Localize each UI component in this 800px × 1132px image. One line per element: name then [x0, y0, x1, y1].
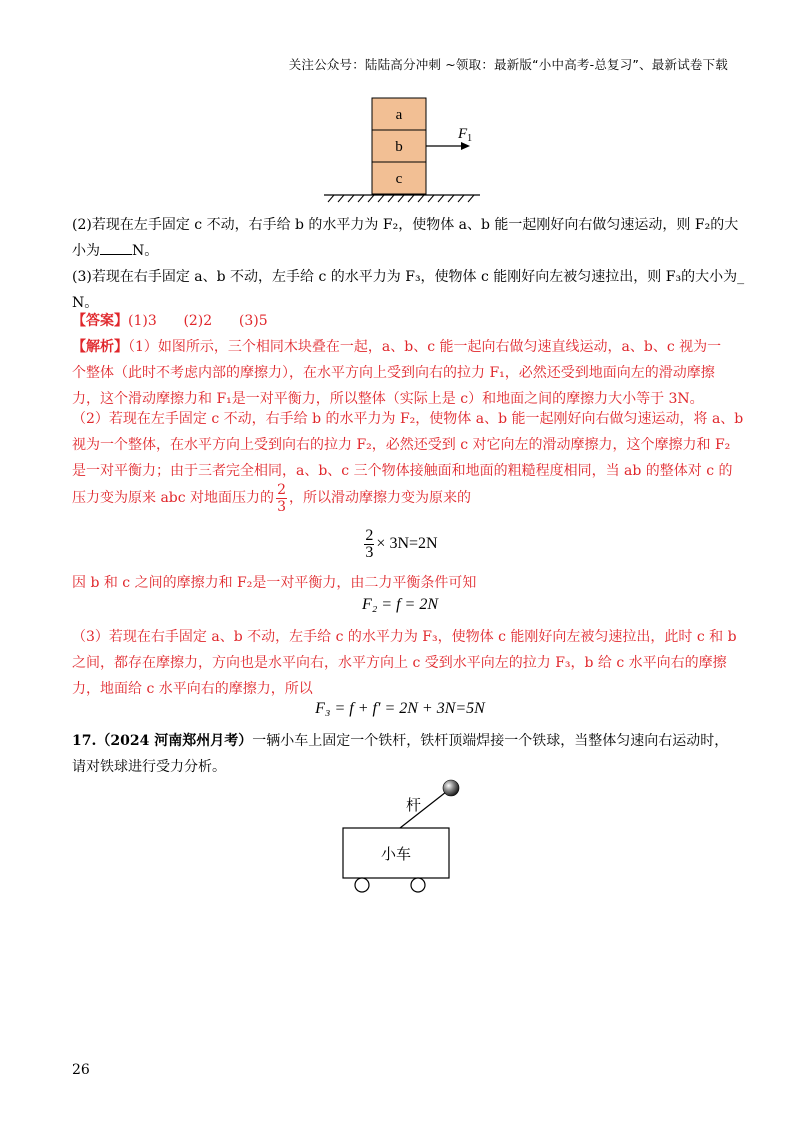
equation-1-fraction: [364, 528, 374, 561]
equation-1: [0, 528, 800, 561]
question-3-line-1: (3)若现在右手固定 a、b 不动，左手给 c 的水平力为 F₃，使物体 c 能刚好向左被匀速拉出，则 F₃的大小为_: [72, 269, 745, 285]
wheel-right: [411, 878, 425, 892]
stacked-blocks-figure: [320, 92, 520, 204]
question-2-line-2: [72, 238, 732, 264]
wheel-left: [355, 878, 369, 892]
block-b-label: b: [395, 139, 403, 155]
rod-label: 杆: [406, 798, 422, 814]
question-2-line-1: (2)若现在左手固定 c 不动，右手给 b 的水平力为 F₂，使物体 a、b 能一起刚好向右做匀速运动，则 F₂的大: [72, 217, 739, 233]
cart-label: 小车: [380, 847, 412, 863]
equation-1-rest: × 3N=2N: [376, 535, 438, 553]
page-number: 26: [72, 1062, 90, 1078]
analysis-p3-line-2: 之间，都存在摩擦力，方向也是水平向右，水平方向上 c 受到水平向左的拉力 F₃，b 给 c 水平向右的摩擦: [72, 655, 727, 671]
cart-figure: [330, 770, 470, 900]
analysis-p2-l4b: ，所以滑动摩擦力变为原来的: [288, 490, 471, 506]
analysis-p1-line-2: 个整体（此时不考虑内部的摩擦力），在水平方向上受到向右的拉力 F₁，必然还受到地面向左的滑动摩擦: [72, 365, 715, 381]
eq1-denominator: 3: [365, 544, 374, 561]
answer-label: 【答案】: [72, 313, 128, 329]
analysis-p2-line-3: 是一对平衡力；由于三者完全相同，a、b、c 三个物体接触面和地面的粗糙程度相同，当 ab 的整体对 c 的: [72, 463, 733, 479]
page-header: 关注公众号：陆陆高分冲刺 ~领取：最新版“小中高考-总复习”、最新试卷下载: [288, 57, 728, 72]
block-c-label: c: [395, 171, 403, 187]
question-2-unit: N。: [132, 243, 159, 259]
question-17-line-1: [72, 728, 732, 754]
fraction-two-thirds: [276, 482, 287, 515]
analysis-p2-line-4: [72, 478, 732, 518]
question-17-line-2: 请对铁球进行受力分析。: [72, 759, 226, 775]
analysis-p2-line-1: （2）若现在左手固定 c 不动，右手给 b 的水平力为 F₂，使物体 a、b 能一起刚好向右做匀速运动，将 a、b: [72, 411, 744, 427]
answer-line: [72, 308, 732, 334]
analysis-p1-line-1: [72, 334, 732, 360]
question-17-text: 一辆小车上固定一个铁杆，铁杆顶端焊接一个铁球，当整体匀速向右运动时，: [252, 733, 729, 749]
iron-ball: [443, 780, 459, 796]
fraction-numerator: 2: [277, 481, 286, 498]
analysis-label: 【解析】: [72, 339, 128, 355]
force-label: $F_1$: [458, 126, 473, 144]
block-a-label: a: [395, 107, 403, 123]
analysis-p2-line-5: 因 b 和 c 之间的摩擦力和 F₂是一对平衡力，由二力平衡条件可知: [72, 575, 477, 591]
fraction-denominator: 3: [277, 498, 286, 515]
analysis-p1-line-3: 力，这个滑动摩擦力和 F₁是一对平衡力，所以整体（实际上是 c）和地面之间的摩擦力大小等于 3N。: [72, 391, 704, 407]
question-17-number: 17.: [72, 733, 97, 749]
question-3-line-2: N。: [72, 295, 99, 311]
ground-hatching: [328, 195, 474, 202]
analysis-p2-l4a: 压力变为原来 abc 对地面压力的: [72, 490, 275, 506]
question-17-source: （2024 河南郑州月考）: [96, 733, 253, 749]
analysis-p1-l1: （1）如图所示，三个相同木块叠在一起，a、b、c 能一起向右做匀速直线运动，a、b、c 视为一: [128, 339, 722, 355]
eq1-numerator: 2: [365, 527, 374, 544]
analysis-p3-line-1: （3）若现在右手固定 a、b 不动，左手给 c 的水平力为 F₃，使物体 c 能刚好向左被匀速拉出，此时 c 和 b: [72, 629, 737, 645]
analysis-p3-line-3: 力，地面给 c 水平向右的摩擦力，所以: [72, 681, 313, 697]
answer-text: (1)3 (2)2 (3)5: [128, 313, 268, 329]
equation-3: F₃ = f + f′ = 2N + 3N=5N: [315, 700, 485, 717]
answer-blank: [100, 240, 132, 255]
equation-2: F₂ = f = 2N: [361, 596, 439, 613]
question-2-text: 小为: [72, 243, 100, 259]
analysis-p2-line-2: 视为一个整体，在水平方向上受到向右的拉力 F₂，必然还受到 c 对它向左的滑动摩擦力，这个摩擦力和 F₂: [72, 437, 731, 453]
